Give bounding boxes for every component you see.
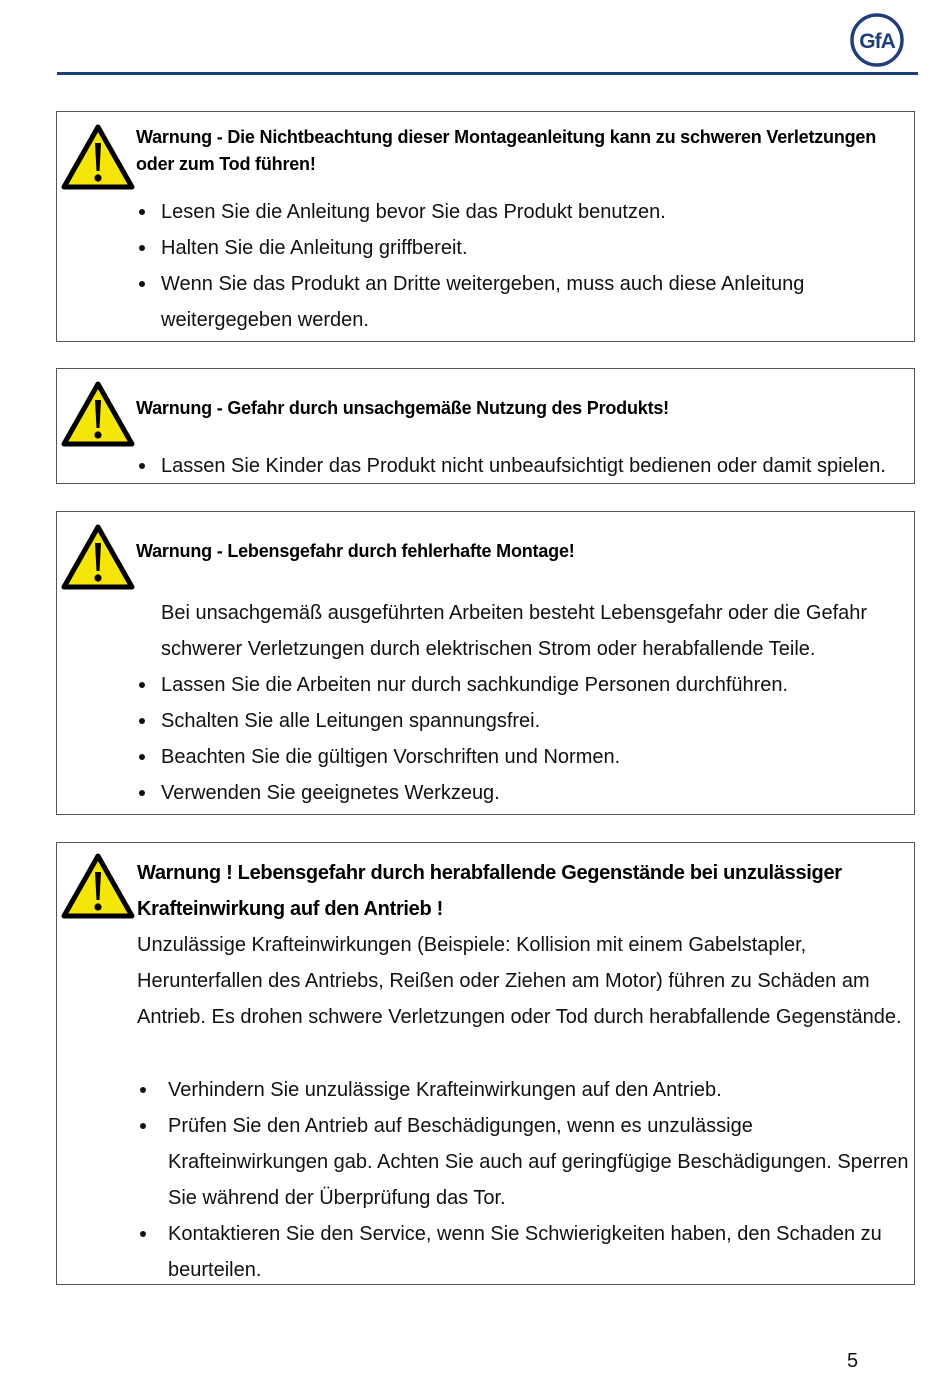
bullet-item: Verwenden Sie geeignetes Werkzeug. (137, 775, 897, 811)
warning-triangle-icon (60, 852, 136, 920)
warning-bullets (137, 1072, 915, 1288)
bullet-item: Verhindern Sie unzulässige Krafteinwirkungen auf den Antrieb. (137, 1072, 915, 1108)
header-rule (57, 72, 918, 75)
warning-title: Warnung ! Lebensgefahr durch herabfallende Gegenstände bei unzulässiger Krafteinwirkung auf den Antrieb ! (137, 862, 842, 920)
bullet-item: Kontaktieren Sie den Service, wenn Sie Schwierigkeiten haben, den Schaden zu beurteilen. (137, 1216, 915, 1288)
gfa-logo (849, 12, 905, 68)
bullet-item: Lesen Sie die Anleitung bevor Sie das Produkt benutzen. (137, 194, 837, 230)
bullet-item: Lassen Sie die Arbeiten nur durch sachkundige Personen durchführen. (137, 667, 897, 703)
bullet-item: Beachten Sie die gültigen Vorschriften und Normen. (137, 739, 897, 775)
warning-box-2 (56, 368, 915, 484)
bullet-item: Prüfen Sie den Antrieb auf Beschädigungen, wenn es unzulässige Krafteinwirkungen gab. Achten Sie auch auf geringfügige Beschädigungen. Sperren Sie während der Überprüfung das Tor. (137, 1108, 915, 1216)
warning-intro: Bei unsachgemäß ausgeführten Arbeiten besteht Lebensgefahr oder die Gefahr schwerer Verletzungen durch elektrischen Strom oder herabfallende Teile. (161, 602, 868, 660)
warning-bullets (137, 194, 837, 338)
warning-triangle-icon (60, 123, 136, 191)
warning-box-4 (56, 842, 915, 1285)
warning-title: Warnung - Lebensgefahr durch fehlerhafte Montage! (136, 541, 575, 561)
warning-intro: Unzulässige Krafteinwirkungen (Beispiele: Kollision mit einem Gabelstapler, Herunterfallen des Antriebs, Reißen oder Ziehen am Motor) führen zu Schäden am Antrieb. Es drohen schwere Verletzungen oder Tod durch herabfallende Gegenstände. (137, 934, 902, 1028)
warning-box-1 (56, 111, 915, 342)
warning-title: Warnung - Die Nichtbeachtung dieser Montageanleitung kann zu schweren Verletzungen oder zum Tod führen! (136, 127, 877, 174)
bullet-item: Schalten Sie alle Leitungen spannungsfrei. (137, 703, 897, 739)
warning-title: Warnung - Gefahr durch unsachgemäße Nutzung des Produkts! (136, 398, 669, 418)
warning-triangle-icon (60, 380, 136, 448)
warning-bullets (137, 448, 912, 484)
warning-triangle-icon (60, 523, 136, 591)
bullet-item: Wenn Sie das Produkt an Dritte weitergeben, muss auch diese Anleitung weitergegeben werden. (137, 266, 837, 338)
warning-bullets (137, 667, 897, 811)
bullet-item: Halten Sie die Anleitung griffbereit. (137, 230, 837, 266)
bullet-item: Lassen Sie Kinder das Produkt nicht unbeaufsichtigt bedienen oder damit spielen. (137, 448, 912, 484)
page-number: 5 (847, 1350, 859, 1372)
warning-box-3 (56, 511, 915, 815)
logo-text: GfA (859, 30, 895, 53)
